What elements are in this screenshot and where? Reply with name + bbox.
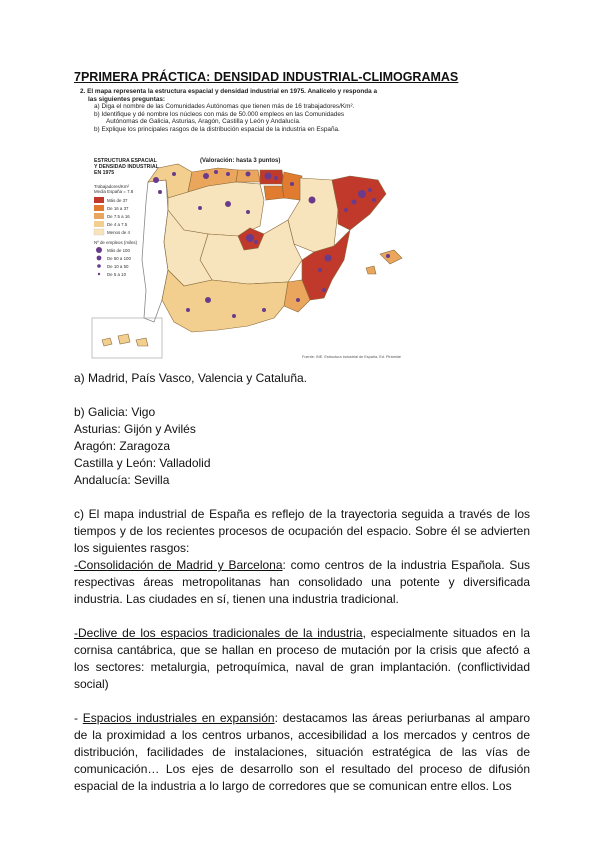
svg-text:ESTRUCTURA ESPACIAL: ESTRUCTURA ESPACIAL [94, 158, 157, 164]
answers-section [74, 370, 530, 795]
answer-b-item: Andalucía: Sevilla [74, 473, 170, 487]
svg-text:Nº de empleos (miles): Nº de empleos (miles) [94, 240, 138, 245]
svg-text:De 4 a 7.5: De 4 a 7.5 [107, 222, 128, 227]
svg-text:De 7.5 a 16: De 7.5 a 16 [107, 214, 130, 219]
svg-text:Trabajadores/Km²: Trabajadores/Km² [94, 184, 129, 189]
svg-text:De 50 a 100: De 50 a 100 [107, 256, 131, 261]
answer-c-point-2: -Declive de los espacios tradicionales de la industria, especialmente situados en la cornisa cantábrica, que se hallan en proceso de mutación por la crisis que afectó a los sectores: metalurgia, petroquímica, naval de gran implantación. (conflictividad social) [74, 626, 530, 691]
question-intro-2: las siguientes preguntas: [88, 95, 166, 103]
svg-text:De 10 a 50: De 10 a 50 [107, 264, 129, 269]
svg-text:EN 1975: EN 1975 [94, 170, 115, 176]
answer-a: a) Madrid, País Vasco, Valencia y Cataluña. [74, 371, 308, 385]
region-la-rioja [264, 186, 284, 200]
svg-text:Y DENSIDAD INDUSTRIAL: Y DENSIDAD INDUSTRIAL [94, 164, 159, 170]
valoracion-label: (Valoración: hasta 3 puntos) [200, 158, 281, 164]
svg-text:Más de 37: Más de 37 [107, 198, 128, 203]
answer-c-point-1: -Consolidación de Madrid y Barcelona: como centros de la industria Española. Sus respectivas áreas metropolitanas han consolidado una potente y diversificada industria. Las ciudades en sí, tienen una industria tradicional. [74, 558, 531, 606]
answer-c-intro: c) El mapa industrial de España es reflejo de la trayectoria seguida a través de los tiempos y de los recientes procesos de ocupación del espacio. Sobre él se advierten los siguientes rasgos: [74, 507, 530, 555]
answer-b-head: b) Galicia: Vigo [74, 405, 156, 419]
page-title: 7PRIMERA PRÁCTICA: DENSIDAD INDUSTRIAL-CLIMOGRAMAS [74, 70, 459, 84]
svg-text:De 16 a 37: De 16 a 37 [107, 206, 129, 211]
map-source: Fuente: INE. Estructura industrial de España, Ed. Pirámide [302, 355, 401, 359]
question-block [80, 88, 480, 134]
question-b: b) Identifique y dé nombre los núcleos con más de 50.000 empleos en las Comunidades [94, 110, 345, 118]
answer-b-item: Aragón: Zaragoza [74, 439, 171, 453]
question-a: a) Diga el nombre de las Comunidades Autónomas que tienen más de 16 trabajadores/Km². [94, 103, 355, 111]
answer-b-item: Castilla y León: Valladolid [74, 456, 211, 470]
answer-b-item: Asturias: Gijón y Avilés [74, 422, 196, 436]
svg-text:Media España = 7.8: Media España = 7.8 [94, 189, 134, 194]
question-c: b) Explique los principales rasgos de la distribución espacial de la industria en España. [94, 125, 340, 133]
svg-text:Menos de 4: Menos de 4 [107, 230, 130, 235]
answer-c-point-3: - Espacios industriales en expansión: destacamos las áreas periurbanas al amparo de la proximidad a los centros urbanos, accesibilidad a los mercados y centros de distribución, facilidades de instalaciones, situación estratégica de las vías de comunicación… Los ejes de desarrollo son el resultado del proceso de difusión espacial de la industria a lo largo de corredores que se comunican entre ellos. Los [74, 711, 531, 793]
svg-text:Más de 100: Más de 100 [107, 248, 130, 253]
spain-industrial-map [88, 150, 462, 362]
svg-text:De 5 a 10: De 5 a 10 [107, 272, 127, 277]
question-intro: 2. El mapa representa la estructura espacial y densidad industrial en 1975. Analícelo y responda a [80, 88, 378, 95]
question-b-cont: Autónomas de Galicia, Asturias, Aragón, Castilla y León y Andalucía. [106, 118, 301, 126]
region-pais-vasco [260, 170, 284, 184]
